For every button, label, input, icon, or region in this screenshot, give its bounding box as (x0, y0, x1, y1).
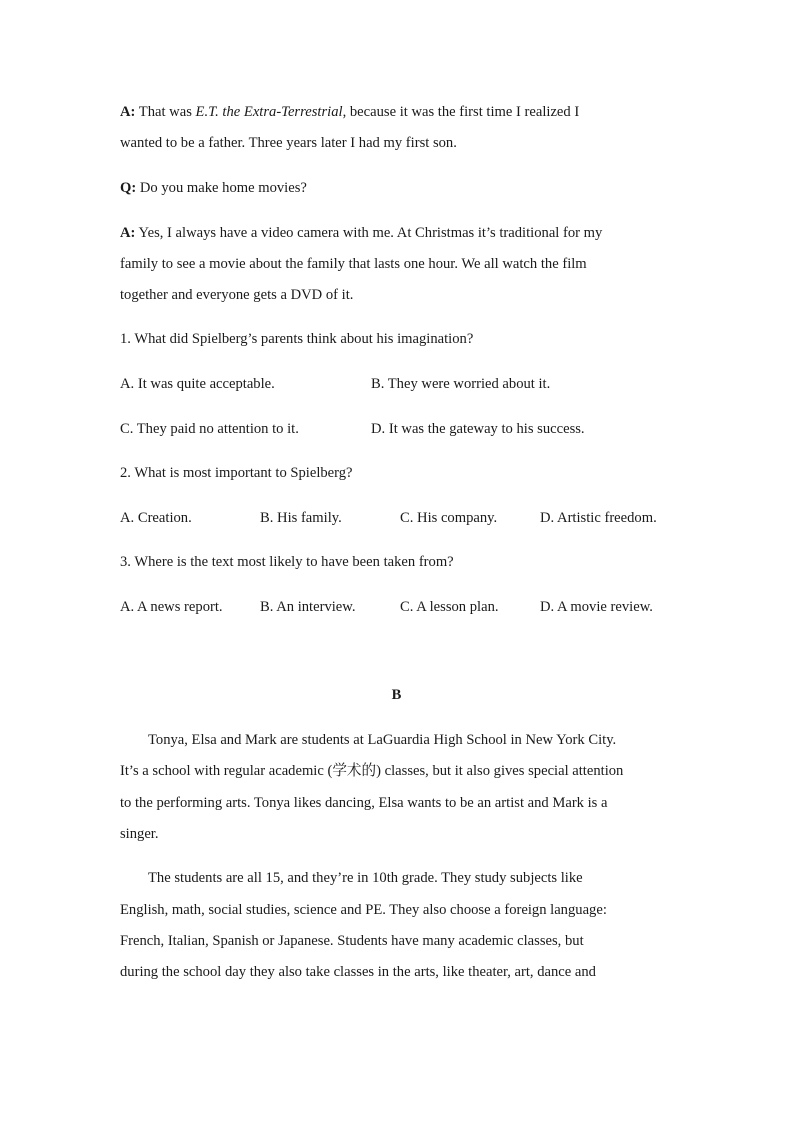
option-b: B. They were worried about it. (371, 376, 551, 392)
option-d: D. A movie review. (540, 599, 653, 615)
option-b: B. His family. (260, 510, 342, 526)
section-heading: B (391, 687, 402, 703)
movie-title: E.T. the Extra-Terrestrial (195, 104, 343, 120)
option-c: C. A lesson plan. (400, 599, 499, 615)
paragraph-line: to the performing arts. Tonya likes dancing, Elsa wants to be an artist and Mark is a (120, 795, 608, 811)
answer-label: A: (120, 225, 136, 241)
option-d: D. It was the gateway to his success. (371, 421, 585, 437)
option-c: C. They paid no attention to it. (120, 421, 299, 437)
answer-label: A: (120, 104, 136, 120)
option-a: A. A news report. (120, 599, 223, 615)
question-text: Do you make home movies? (136, 180, 307, 196)
answer-text: That was (135, 104, 196, 120)
question-label: Q: (120, 180, 137, 196)
option-b: B. An interview. (260, 599, 356, 615)
paragraph-line: during the school day they also take classes in the arts, like theater, art, dance and (120, 964, 596, 980)
paragraph-line: It’s a school with regular academic (学术的) classes, but it also gives special attention (120, 763, 624, 779)
answer-text: , because it was the first time I realized I (342, 104, 580, 120)
answer-text: Yes, I always have a video camera with me. At Christmas it’s traditional for my (135, 225, 603, 241)
paragraph-line: English, math, social studies, science and PE. They also choose a foreign language: (120, 902, 607, 918)
answer-line (120, 223, 602, 243)
paragraph-line: French, Italian, Spanish or Japanese. Students have many academic classes, but (120, 933, 584, 949)
answer-line (120, 102, 579, 122)
answer-line: family to see a movie about the family that lasts one hour. We all watch the film (120, 256, 587, 272)
question-stem: 2. What is most important to Spielberg? (120, 465, 353, 481)
answer-line: wanted to be a father. Three years later I had my first son. (120, 135, 457, 151)
question-stem: 1. What did Spielberg’s parents think about his imagination? (120, 331, 474, 347)
option-c: C. His company. (400, 510, 498, 526)
option-a: A. Creation. (120, 510, 192, 526)
option-a: A. It was quite acceptable. (120, 376, 275, 392)
paragraph-line: singer. (120, 826, 159, 842)
question-stem: 3. Where is the text most likely to have been taken from? (120, 554, 454, 570)
paragraph-line: The students are all 15, and they’re in 10th grade. They study subjects like (148, 870, 583, 886)
question-line (120, 178, 307, 198)
option-d: D. Artistic freedom. (540, 510, 657, 526)
answer-line: together and everyone gets a DVD of it. (120, 287, 354, 303)
paragraph-line: Tonya, Elsa and Mark are students at LaGuardia High School in New York City. (148, 732, 617, 748)
